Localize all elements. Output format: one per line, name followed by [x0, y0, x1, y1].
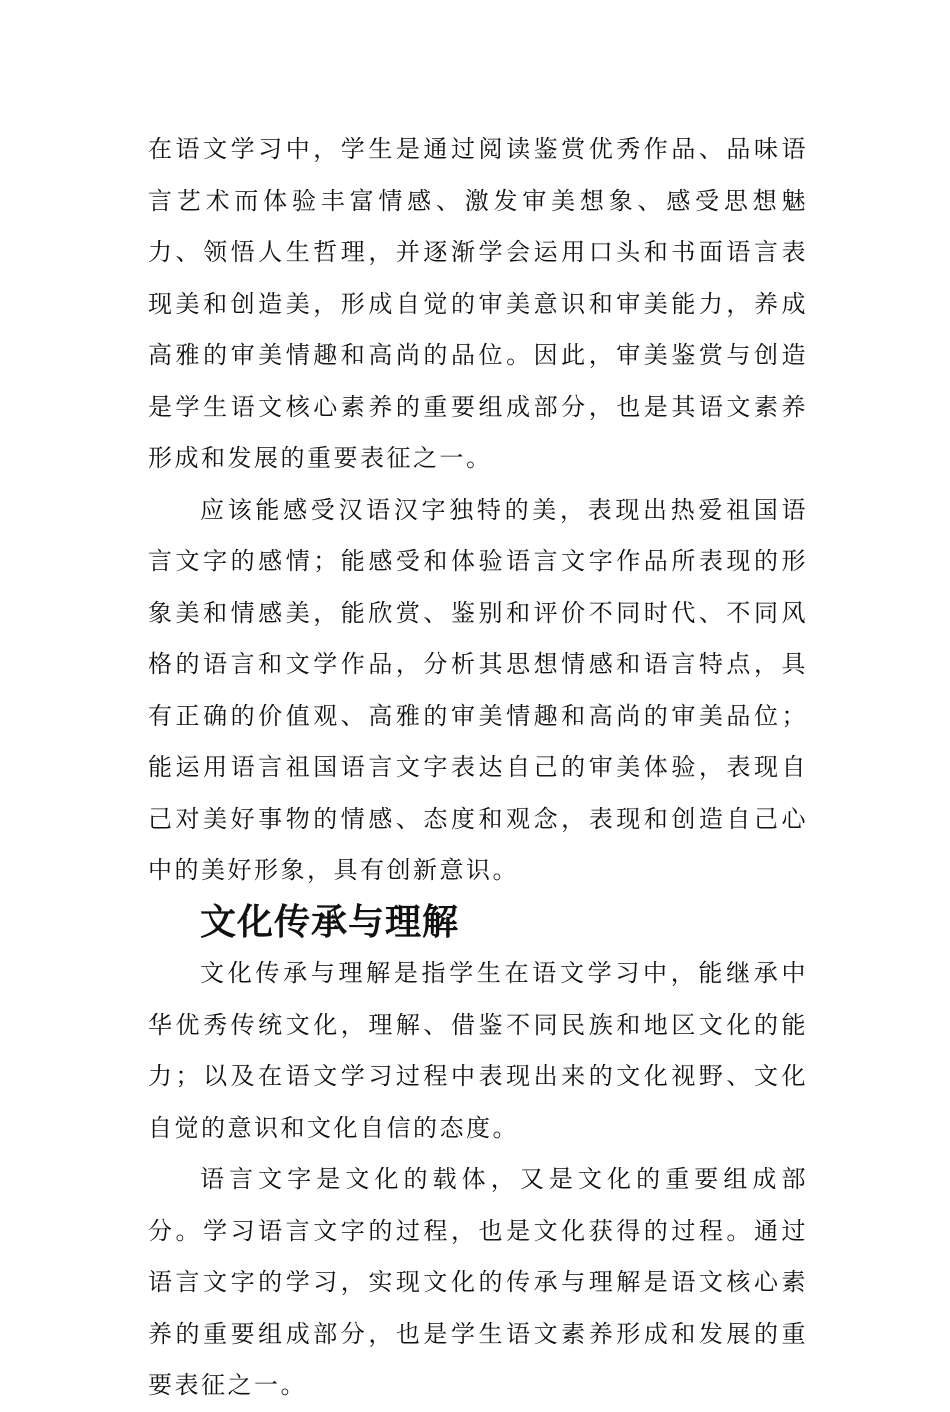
paragraph-culture-language: 语言文字是文化的载体，又是文化的重要组成部分。学习语言文字的过程，也是文化获得的过程。通过语言文字的学习，实现文化的传承与理解是语文核心素养的重要组成部分，也是学生语文素养形成和发展的重要表征之一。: [148, 1165, 808, 1399]
paragraph-aesthetic-requirements: 应该能感受汉语汉字独特的美，表现出热爱祖国语言文字的感情；能感受和体验语言文字作品所表现的形象美和情感美，能欣赏、鉴别和评价不同时代、不同风格的语言和文学作品，分析其思想情感和语言特点，具有正确的价值观、高雅的审美情趣和高尚的审美品位；能运用语言祖国语言文字表达自己的审美体验，表现自己对美好事物的情感、态度和观念，表现和创造自己心中的美好形象，具有创新意识。: [148, 495, 808, 884]
document-body: [148, 124, 808, 1412]
section-heading-culture: 文化传承与理解: [200, 901, 460, 943]
paragraph-culture-definition: 文化传承与理解是指学生在语文学习中，能继承中华优秀传统文化，理解、借鉴不同民族和地区文化的能力；以及在语文学习过程中表现出来的文化视野、文化自觉的意识和文化自信的态度。: [148, 959, 808, 1142]
paragraph-aesthetic-intro: 在语文学习中，学生是通过阅读鉴赏优秀作品、品味语言艺术而体验丰富情感、激发审美想象、感受思想魅力、领悟人生哲理，并逐渐学会运用口头和书面语言表现美和创造美，形成自觉的审美意识和审美能力，养成高雅的审美情趣和高尚的品位。因此，审美鉴赏与创造是学生语文核心素养的重要组成部分，也是其语文素养形成和发展的重要表征之一。: [148, 135, 808, 472]
